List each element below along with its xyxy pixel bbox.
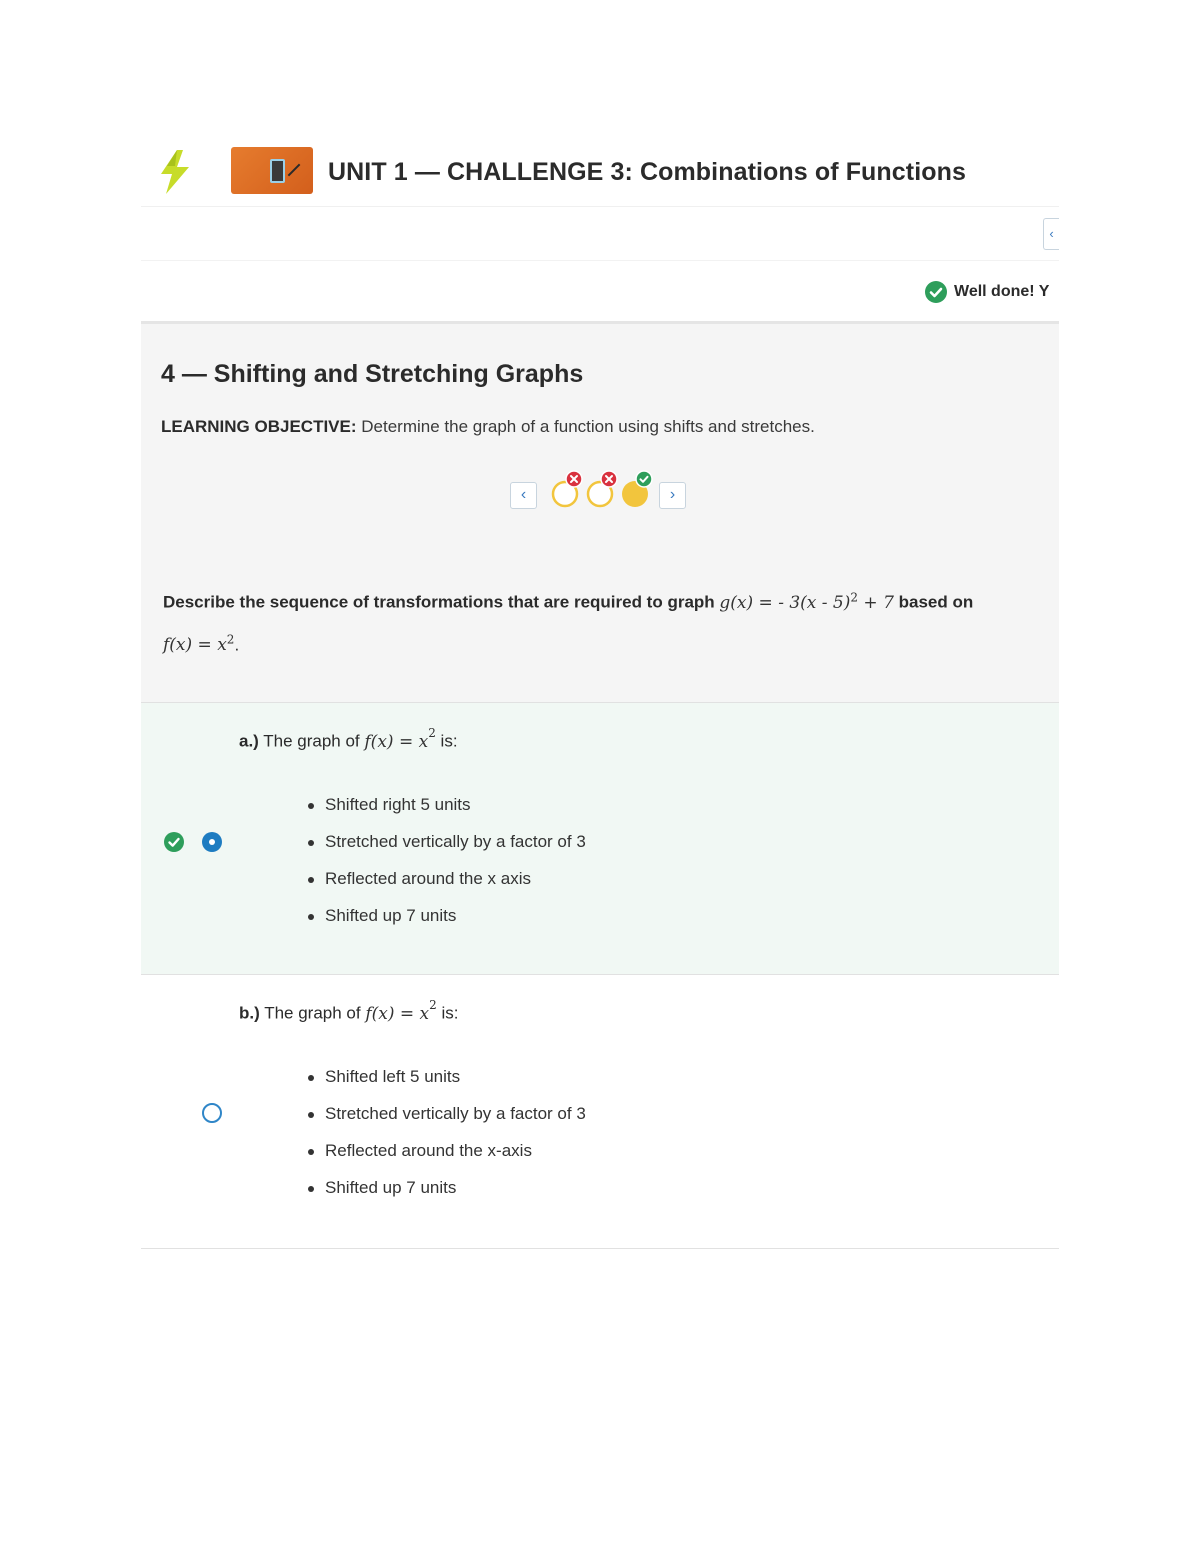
list-item: Reflected around the x-axis bbox=[306, 1138, 586, 1175]
page bbox=[141, 130, 1059, 1249]
status-text: Well done! Y bbox=[954, 283, 1050, 300]
choice-lead: The graph of bbox=[259, 1003, 366, 1023]
list-item: Shifted left 5 units bbox=[306, 1064, 586, 1101]
header bbox=[141, 130, 1059, 207]
attempt-dot-2[interactable] bbox=[588, 471, 617, 506]
prompt-g: g(x) = - 3(x - 5) bbox=[719, 592, 851, 613]
check-circle-icon bbox=[636, 471, 652, 487]
choice-question bbox=[239, 726, 458, 752]
attempt-dot-1[interactable] bbox=[553, 471, 582, 506]
objective-label: LEARNING OBJECTIVE: bbox=[161, 417, 357, 436]
choice-options bbox=[306, 1064, 586, 1212]
choice-exp: 2 bbox=[428, 726, 436, 740]
prompt-mid: based on bbox=[893, 592, 974, 612]
choice-func: f(x) = x bbox=[364, 731, 429, 752]
choice-function bbox=[364, 726, 436, 752]
attempt-navigator bbox=[510, 470, 690, 510]
choice-question bbox=[239, 998, 459, 1024]
next-attempt-button[interactable]: › bbox=[659, 482, 686, 509]
phone-icon bbox=[270, 159, 285, 183]
check-circle-icon bbox=[925, 281, 947, 303]
status-bar bbox=[141, 261, 1059, 321]
list-item: Reflected around the x axis bbox=[306, 866, 586, 903]
page-title: UNIT 1 — CHALLENGE 3: Combinations of Functions bbox=[328, 158, 967, 186]
choice-tail: is: bbox=[435, 731, 458, 751]
list-item: Shifted up 7 units bbox=[306, 903, 586, 940]
prompt-g-expression bbox=[719, 590, 894, 613]
learning-objective bbox=[161, 417, 815, 437]
prev-attempt-button[interactable]: ‹ bbox=[510, 482, 537, 509]
answer-choice-b[interactable] bbox=[141, 974, 1059, 1249]
prompt-g-exponent: 2 bbox=[850, 590, 859, 604]
pencil-icon bbox=[288, 164, 301, 177]
attempt-dot-3[interactable] bbox=[622, 471, 652, 507]
prompt-lead: Describe the sequence of transformations that are required to graph bbox=[163, 592, 720, 612]
choice-func: f(x) = x bbox=[365, 1003, 430, 1024]
check-circle-icon bbox=[164, 832, 184, 852]
choice-letter: b.) bbox=[239, 1003, 260, 1023]
list-item: Shifted up 7 units bbox=[306, 1175, 586, 1212]
prompt-end: . bbox=[234, 635, 240, 655]
choice-exp: 2 bbox=[429, 998, 437, 1012]
choice-lead: The graph of bbox=[258, 731, 365, 751]
choice-letter: a.) bbox=[239, 731, 259, 751]
choice-function bbox=[365, 998, 437, 1024]
objective-text: Determine the graph of a function using shifts and stretches. bbox=[356, 417, 815, 436]
radio-selected[interactable] bbox=[202, 832, 222, 852]
lightning-bolt-icon[interactable] bbox=[155, 148, 195, 196]
choice-tail: is: bbox=[436, 1003, 459, 1023]
phone-pencil-thumbnail-icon[interactable] bbox=[231, 147, 313, 194]
prompt-f-expression bbox=[163, 632, 235, 656]
attempt-dots bbox=[550, 470, 655, 510]
question-header bbox=[141, 321, 1059, 702]
question-title: 4 — Shifting and Stretching Graphs bbox=[161, 360, 584, 388]
question-prompt bbox=[163, 579, 1043, 664]
toolbar bbox=[141, 207, 1059, 261]
prompt-f-exponent: 2 bbox=[226, 632, 235, 647]
status-message bbox=[925, 281, 1059, 303]
radio-unselected[interactable] bbox=[202, 1103, 222, 1123]
list-item: Shifted right 5 units bbox=[306, 792, 586, 829]
list-item: Stretched vertically by a factor of 3 bbox=[306, 1101, 586, 1138]
prompt-g-tail: + 7 bbox=[858, 592, 894, 613]
choice-options bbox=[306, 792, 586, 940]
chevron-left-icon[interactable]: ‹ bbox=[1043, 218, 1059, 250]
prompt-f: f(x) = x bbox=[163, 635, 227, 656]
answer-choice-a[interactable] bbox=[141, 702, 1059, 974]
list-item: Stretched vertically by a factor of 3 bbox=[306, 829, 586, 866]
